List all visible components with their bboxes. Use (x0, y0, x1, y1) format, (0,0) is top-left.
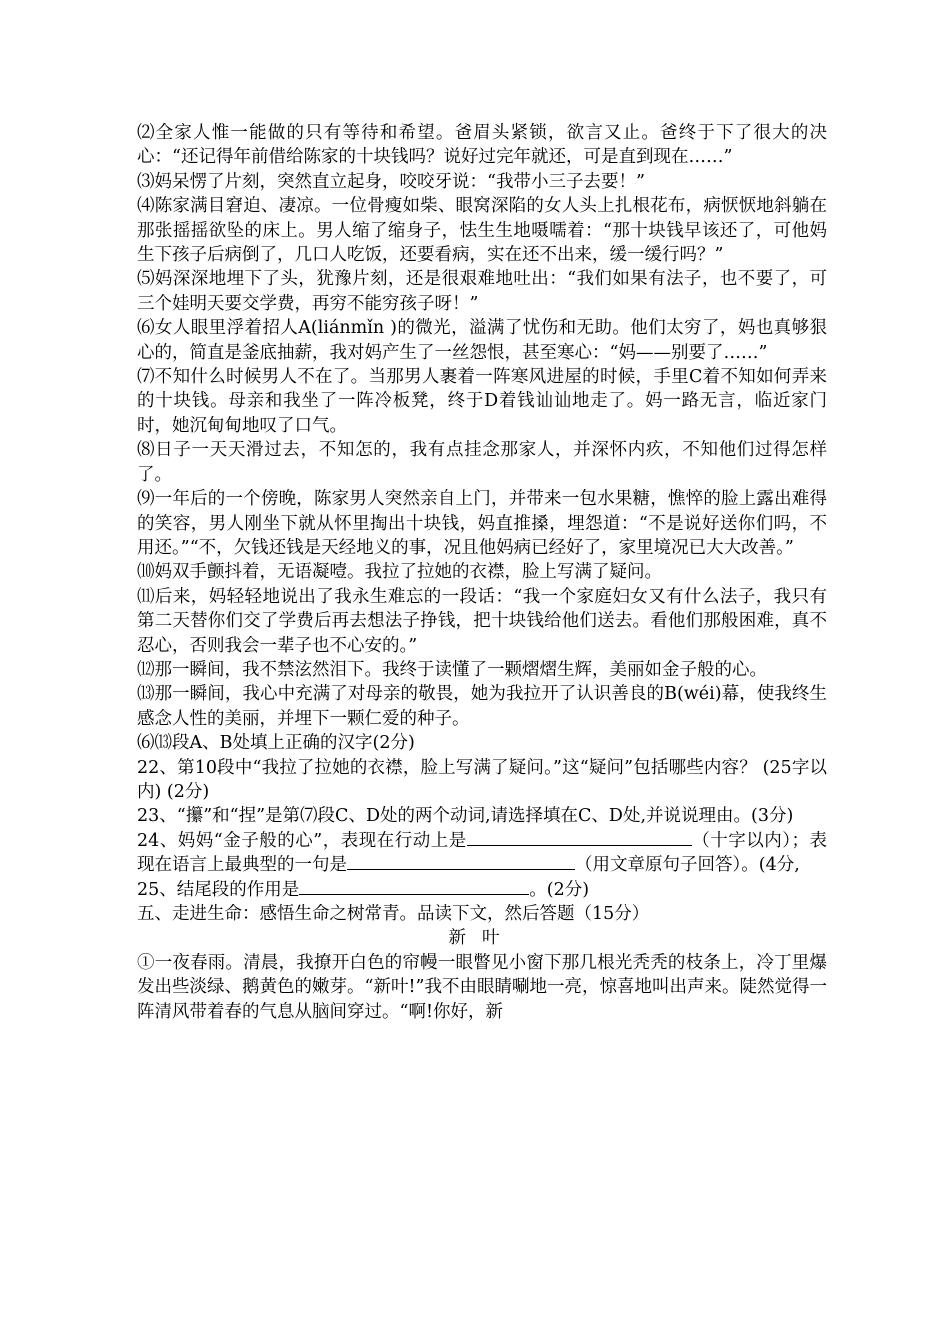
question-24: 24、妈妈“金子般的心”，表现在行动上是 （十字以内）；表现在语言上最典型的一句是 （用文章原句子回答）。(4分, (137, 830, 827, 876)
article-title: 新叶 (448, 928, 516, 949)
paragraph-2: ⑵全家人惟一能做的只有等待和希望。爸眉头紧锁，欲言又止。爸终于下了很大的决心：“还记得年前借给陈家的十块钱吗？说好过完年就还，可是直到现在……” (137, 123, 827, 168)
article-paragraph-1: ①一夜春雨。清晨，我撩开白色的帘幔一眼瞥见小窗下那几根光秃秃的枝条上，冷丁里爆发出些淡绿、鹅黄色的嫩芽。“新叶!”我不由眼睛唰地一亮，惊喜地叫出声来。陡然觉得一阵清风带着春的气息从脑间穿过。“啊!你好，新 (137, 952, 827, 1022)
section-5-heading: 五、走进生命：感悟生命之树常青。品读下文，然后答题（15分） (137, 904, 650, 924)
paragraph-5: ⑸妈深深地埋下了头，犹豫片刻，还是很艰难地吐出：“我们如果有法子，也不要了，可三个娃明天要交学费，再穷不能穷孩子呀！” (137, 269, 827, 314)
paragraph-11: ⑾后来，妈轻轻地说出了我永生难忘的一段话：“我一个家庭妇女又有什么法子，我只有第二天替你们交了学费后再去想法子挣钱，把十块钱给他们送去。看他们那般困难，真不忍心，否则我会一辈子也不心安的。” (137, 586, 827, 656)
paragraph-4: ⑷陈家满目窘迫、凄凉。一位骨瘦如柴、眼窝深陷的女人头上扎根花布，病恹恹地斜躺在那张摇摇欲坠的床上。男人缩了缩身子，怯生生地嗫嚅着：“那十块钱早该还了，可他妈生下孩子后病倒了，几口人吃饭，还要看病，实在还不出来，缓一缓行吗？” (137, 196, 827, 266)
paragraph-9: ⑼一年后的一个傍晚，陈家男人突然亲自上门，并带来一包水果糖，憔悴的脸上露出难得的笑容，男人刚坐下就从怀里掏出十块钱，妈直推搡，埋怨道：“不是说好送你们吗，不用还。”“不，欠钱还钱是天经地义的事，况且他妈病已经好了，家里境况已大大改善。” (137, 489, 827, 558)
answer-blank-25[interactable] (299, 878, 529, 895)
paragraph-7: ⑺不知什么时候男人不在了。当那男人裹着一阵寒风进屋的时候，手里C着不知如何弄来的十块钱。母亲和我坐了一阵冷板凳，终于D着钱讪讪地走了。妈一路无言，临近家门时，她沉甸甸地叹了口气。 (137, 367, 827, 436)
question-21: ⑹⒀段A、B处填上正确的汉字(2分) (137, 733, 415, 754)
paragraph-12: ⑿那一瞬间，我不禁泫然泪下。我终于读懂了一颗熠熠生辉，美丽如金子般的心。 (137, 659, 767, 680)
question-25: 25、结尾段的作用是 。(2分) (137, 879, 590, 900)
answer-blank-24b[interactable] (347, 853, 575, 870)
page-content (137, 121, 827, 1024)
paragraph-6: ⑹女人眼里浮着招人A(liánmǐn )的微光，溢满了忧伤和无助。他们太穷了，妈也真够狠心的，简直是釜底抽薪，我对妈产生了一丝怨恨，甚至寒心：“妈——别要了……” (137, 318, 827, 363)
paragraph-8: ⑻日子一天天滑过去，不知怎的，我有点挂念那家人，并深怀内疚，不知他们过得怎样了。 (137, 440, 827, 485)
question-23: 23、“攥”和“捏”是第⑺段C、D处的两个动词,请选择填在C、D处,并说说理由。(3分) (137, 806, 794, 827)
paragraph-3: ⑶妈呆愣了片刻，突然直立起身，咬咬牙说：“我带小三子去要！” (137, 171, 645, 192)
paragraph-10: ⑽妈双手颤抖着，无语凝噎。我拉了拉她的衣襟，脸上写满了疑问。 (137, 562, 662, 583)
paragraph-13: ⒀那一瞬间，我心中充满了对母亲的敬畏，她为我拉开了认识善良的B(wéi)幕，使我终生感念人性的美丽，并埋下一颗仁爱的种子。 (137, 684, 827, 729)
answer-blank-24a[interactable] (467, 829, 692, 846)
question-22: 22、第10段中“我拉了拉她的衣襟，脸上写满了疑问。”这“疑问”包括哪些内容？ (25字以内) (2分) (137, 757, 827, 802)
